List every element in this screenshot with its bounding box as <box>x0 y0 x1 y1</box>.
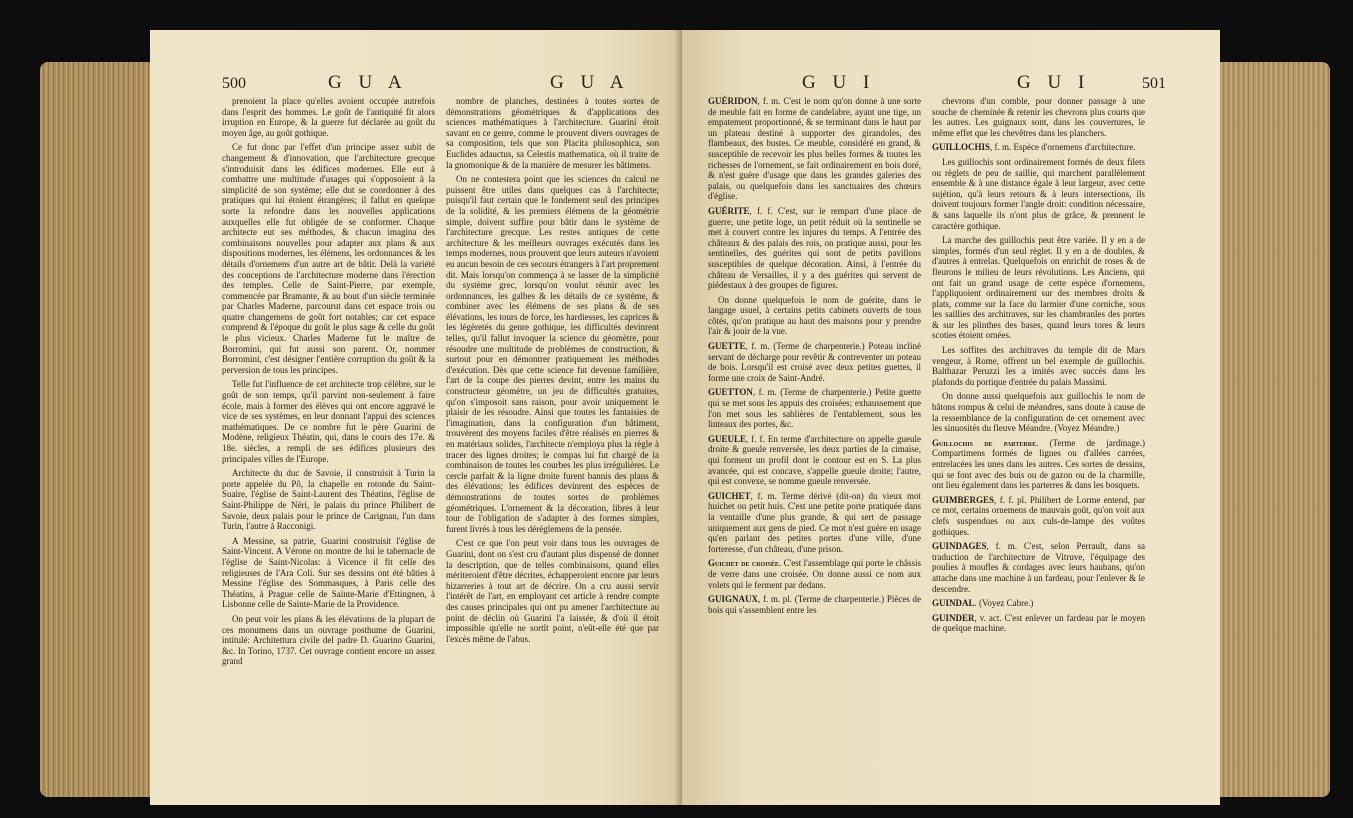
right-page <box>682 30 1220 805</box>
entry-text: , f. m. pl. (Terme de charpenterie.) Pièces de bois qui s'assemblent entre les <box>708 594 921 615</box>
entry-text: On donne aussi quelquefois aux guillochis le nom de bâtons rompus & celui de méandres, sans doute à cause de la ressemblance de la configuration de cet ornement avec les sinuosités du fleuve Méandre. (Voyez Méandre.) <box>932 391 1145 434</box>
entry-headword: GUILLOCHIS <box>932 142 991 153</box>
dictionary-entry <box>932 142 1145 153</box>
left-column-1 <box>222 96 435 671</box>
right-column-2 <box>932 96 1145 638</box>
paragraph <box>932 157 1145 231</box>
dictionary-entry <box>932 613 1145 634</box>
paragraph: Telle fut l'influence de cet architecte trop célèbre, sur le goût de son temps, qu'il parvint non-seulement à faire école, mais à former des élèves qui ont encore aggravé le vice de ses systèmes, en leur donnant l'appui des sciences mathématiques. De ce nombre fut le père Guarini de Modène, religieux Théatin, qui, dans le cours des 17e. & 18e. siècles, a rempli de ses édifices plusieurs des principales villes de l'Europe. <box>222 379 435 464</box>
entry-headword: Guichet de croisée <box>708 558 779 569</box>
entry-text: On donne quelquefois le nom de guérite, dans le langage usuel, à certains petits cabinets ouverts de tous côtés, qu'on pratique au haut des maisons pour y prendre l'air & jouir de la vue. <box>708 294 921 337</box>
entry-text: La marche des guillochis peut être variée. Il y en a de simples, formés d'un seul règlet. Il y en a de doubles, & d'autres à entrelas. Quelquefois on enrichit de roses & de fleurons le milieu de leurs révolutions. Les Anciens, qui ont fait un grand usage de cette espèce d'ornemens, l'appliquoient ordinairement sur des membres droits & plats, comme sur la face du larmier d'une corniche, sous les saillies des architraves, sur les chambranles des portes & sur les plinthes des bases, quand leurs tores & leurs scoties étoient ornées. <box>932 235 1145 341</box>
entry-headword: GUEULE <box>708 433 747 444</box>
entry-headword: GUIGNAUX <box>708 594 759 605</box>
entry-headword: GUÉRITE <box>708 205 750 216</box>
entry-text: . C'est l'assemblage qui porte le châssis de verre dans une croisée. On donne aussi ce nom aux volets qui le ferment par dedans. <box>708 558 921 590</box>
paragraph: On ne contestera point que les sciences du calcul ne puissent être utiles dans quelques cas à l'architecte; puisqu'il faut certain que le fondement seul des principes de la solidité, & les premiers élémens de la géométrie simple, doivent suffire pour bâtir dans le système de l'architecture grecque. Les restes antiques de cette architecture & les meilleurs ouvrages exécutés dans les temps modernes, nous prouvent que leurs auteurs n'avoient eu aucun besoin de ces secours étrangers à l'art proprement dit. Mais lorsqu'on commença à se lasser de la simplicité du système grec, lorsqu'on voulut réunir avec les ordonnances, les galbes & les détails de ce système, & combiner avec les élémens de ses plans & de ses élévations, les tours de force, les hardiesses, les caprices & les légèretés du genre gothique, les difficultés devinrent telles, qu'il fallut invoquer la science du géomètre, pour résoudre une multitude de problèmes de construction, & surtout pour en démontrer pratiquement les méthodes d'exécution. Dès que cette science fut devenue familière, l'art de la coupe des pierres devint, entre les mains du constructeur géomètre, un jeu de difficultés gratuites, qu'on s'imposoit sans raison, pour avoir uniquement le plaisir de les résoudre. Ainsi que toutes les fantaisies de l'imagination, dans la configuration d'un bâtiment, trouvèrent des moyens faciles d'être réalisés en pierres & en matériaux solides, l'architecte n'employa plus la règle à tracer des lignes droites; le compas lui fut chargé de la combinaison de toutes les courbes les plus irrégulières. Le cercle parfait & la ligne droite furent bannis des plans & des élévations; les édifices devinrent des espèces de démonstrations de toutes sortes de problèmes géométriques. L'ornement & la décoration, libres à leur tour de l'obligation de s'adapter à des formes simples, furent livrés à tous les déréglemens de la pensée. <box>446 174 659 534</box>
dictionary-entry <box>708 594 921 615</box>
entry-text: chevrons d'un comble, pour donner passage à une souche de cheminée & retenir les chevrons plus courts que les autres. Les guignaux sont, dans les couvertures, le même effet que les chevêtres dans les planchers. <box>932 96 1145 138</box>
entry-text: , f. f. En terme d'architecture on appelle gueule droite & gueule renversée, les deux parties de la cimaise, qui forment un profil dont le contour est en S. La plus avancée, qui est concave, s'appelle gueule droite; l'autre, qui est convexe, se nomme gueule renversée. <box>708 433 921 487</box>
entry-text: Les guillochis sont ordinairement formés de deux filets ou règlets de peu de saillie, qui marchent parallèlement ensemble & à une distance égale à leur largeur, avec cette sujétion, qu'à leurs retours & à leurs intersections, ils doivent toujours former l'angle droit: condition nécessaire, & sans laquelle ils n'ont plus de grâce, & prennent le caractère gothique. <box>932 156 1145 231</box>
entry-headword: GUETTON <box>708 387 753 398</box>
dictionary-entry <box>932 541 1145 594</box>
dictionary-entry <box>708 387 921 429</box>
entry-text: , f. m. (Terme de charpenterie.) Petite guette qui se met sous les appuis des croisées; exhaussement que l'on met sous les sablières de l'entablement, sous les linteaux des portes, &c. <box>708 387 921 430</box>
book-page-edges-left <box>40 62 155 797</box>
dictionary-entry <box>708 491 921 555</box>
open-book <box>40 22 1330 812</box>
entry-headword: GUICHET <box>708 490 751 501</box>
paragraph <box>932 235 1145 341</box>
paragraph: Architecte du duc de Savoie, il construisit à Turin la porte appelée du Pô, la chapelle en rotonde du Saint-Suaire, l'église de Saint-Laurent des Théatins, l'église de Saint-Philippe de Néri, le palais du prince Philibert de Savoie, deux palais pour le prince de Carignan, l'un dans Turin, l'autre à Racconigi. <box>222 468 435 532</box>
entry-text: , f. m. C'est le nom qu'on donne à une sorte de meuble fait en forme de candelabre, ayant une tige, un empatement proportionné, & se terminant dans le haut par un plateau destiné à supporter des girandoles, des flambeaux, des bustes. Ce meuble, considéré en grand, & susceptible de recevoir les plus belles formes & toutes les richesses de l'ornement, se fait ordinairement en bois doré, & n'est guère d'usage que dans les grandes galeries des palais, ou quelquefois dans les sanctuaires des chœurs d'église. <box>708 96 921 202</box>
left-page <box>150 30 682 805</box>
entry-headword: GUINDAL <box>932 598 975 609</box>
left-running-head-left: G U A <box>328 72 408 93</box>
entry-text: , f. m. (Terme de charpenterie.) Poteau incliné servant de décharge pour revêtir & contreventer un poteau de bois. Lorsqu'il est croisé avec deux petites guettes, il forme une croix de Saint-André. <box>708 341 921 383</box>
entry-text: , f. f. pl. Philibert de Lorme entend, par ce mot, certains ornemens de mauvais goût, qu'on voit aux clefs suspendues ou aux culs-de-lampe des voûtes gothiques. <box>932 494 1145 537</box>
left-page-number: 500 <box>222 75 246 92</box>
entry-text: , v. act. C'est enlever un fardeau par le moyen de quelque machine. <box>932 612 1145 634</box>
paragraph: Ce fut donc par l'effet d'un principe assez subit de changement & d'innovation, que l'architecture grecque s'introduisit dans les édifices modernes. Elle eut à combattre une multitude d'usages qui s'opposoient à la simplicité de son système; elle dut se coordonner à des pratiques qui lui étoient étrangères; il fallut en quelque sorte la refondre dans les nouvelles applications auxquelles elle fut obligée de se conformer. Chaque architecte eut ses méthodes, & chacun imagina des combinaisons nouvelles pour adapter aux plans & aux dispositions modernes, les élémens, les ordonnances & les détails d'ornemens d'un autre art de bâtir. Delà la variété des conceptions de l'architecture moderne dans l'érection des temples. Celle de Saint-Pierre, par exemple, commencée par Bramante, & au bout d'un siècle terminée par Charles Maderne, parcourut dans cet espace trois ou quatre changemens de goût fort notables; car cet espace comprend & l'époque du goût le plus sage & celle du goût le plus vicieux. Charles Maderne fut le maître de Borromini, qui fut aussi son parent. Or, nommer Borromini, c'est désigner l'entière corruption du goût & la perversion de tous les principes. <box>222 142 435 375</box>
book-page-edges-right <box>1205 62 1330 797</box>
dictionary-entry <box>708 341 921 383</box>
dictionary-entry <box>932 438 1145 491</box>
paragraph: On peut voir les plans & les élévations de la plupart de ces monumens dans un ouvrage posthume de Guarini, intitulé: Architettura civile del padre D. Guarino Guarini, &c. In Torino, 1737. Cet ouvrage contient encore un assez grand <box>222 613 435 667</box>
right-running-head-left: G U I <box>802 72 876 93</box>
entry-headword: GUIMBERGES <box>932 494 995 505</box>
paragraph <box>932 345 1145 387</box>
paragraph: A Messine, sa patrie, Guarini construisit l'église de Saint-Vincent. A Vérone on montre de lui le tabernacle de l'église de Saint-Nicolas: à Vicence il fit celle des religieuses de l'Ara Coli. Sur ses dessins ont été bâties à Messine l'église des Sommasques, à Paris celle des Théatins, à Prague celle de Sainte-Marie d'Ettingnen, à Lisbonne celle de Sainte-Marie de la Providence. <box>222 535 435 610</box>
dictionary-entry <box>708 96 921 202</box>
dictionary-entry <box>708 558 921 590</box>
dictionary-entry <box>932 495 1145 537</box>
dictionary-entry <box>932 598 1145 609</box>
entry-text: . (Voyez Cabre.) <box>974 598 1034 609</box>
paragraph <box>932 96 1145 138</box>
entry-text: Les soffites des architraves du temple dit de Mars vengeur, à Rome, offrent un bel exemple de guillochis. Balthazar Peruzzi les a imités avec succès dans les plafonds du portique d'entrée du palais Massimi. <box>932 345 1145 387</box>
entry-headword: GUINDAGES <box>932 541 987 552</box>
entry-text: . (Terme de jardinage.) Compartimens formés de lignes ou d'allées carrées, entrelacées les unes dans les autres. Ces sortes de dessins, qui se font avec des buis ou de gazon ou de la charmille, ont lieu également dans les parterres & dans les bosquets. <box>932 437 1146 491</box>
paragraph: C'est ce que l'on peut voir dans tous les ouvrages de Guarini, dont on s'est cru d'autant plus dispensé de donner la description, que de telles combinaisons, quand elles mériteroient d'être décrites, échapperoient encore par leurs bizarreries à tout art de décrire. On a cru aussi servir l'intérêt de l'art, en employant cet article à rendre compte des causes principales qui ont pu amener l'architecture au point de déclin où Guarini l'a laissée, & d'où il étoit impossible qu'elle ne sortît point, n'eût-elle été que par l'excès même de l'abus. <box>446 538 659 644</box>
entry-text: , f. m. Espèce d'ornemens d'architecture. <box>990 142 1136 153</box>
right-column-1 <box>708 96 921 619</box>
paragraph <box>932 391 1145 433</box>
right-running-head-right: G U I <box>1017 72 1091 93</box>
paragraph: nombre de planches, destinées à toutes sortes de démonstrations géométriques & d'applications des sciences mathématiques à l'architecture. Guarini étoit savant en ce genre, comme le prouvent divers ouvrages de sa composition, tels que son Placita philosophica, son Euclides adauctus, sa Celestis mathematica, où il traite de la gnomonique & de la manière de mesurer les bâtimens. <box>446 96 659 170</box>
dictionary-entry <box>708 434 921 487</box>
entry-headword: GUINDER <box>932 612 975 623</box>
left-running-head-right: G U A <box>550 72 630 93</box>
entry-text: , f. m. C'est, selon Perrault, dans sa traduction de l'architecture de Vitruve, l'équipage des poulies à moufles & cordages avec leurs haubans, qu'on attache dans une machine à un fardeau, pour l'enlever & le descendre. <box>932 541 1145 594</box>
left-column-2 <box>446 96 659 648</box>
entry-headword: GUÉRIDON <box>708 96 758 106</box>
paragraph: prenoient la place qu'elles avoient occupée autrefois dans l'esprit des hommes. Le goût de l'antiquité fit alors irruption en Europe, & la guerre fut déclarée au goût du moyen âge, au goût gothique. <box>222 96 435 138</box>
dictionary-entry <box>708 206 921 291</box>
entry-text: , f. f. C'est, sur le rempart d'une place de guerre, une petite loge, un petit réduit où la sentinelle se met à couvert contre les injures du temps. A l'entrée des châteaux & des palais des rois, on pratique aussi, pour les sentinelles, des guérites qui sont de petits pavillons susceptibles de quelque décoration. Ainsi, à l'entrée du château de Versailles, il y a des guérites qui servent de piédestaux à des groupes de figures. <box>708 205 921 291</box>
entry-headword: Guillochis de parterre <box>932 437 1037 448</box>
right-page-number: 501 <box>1142 75 1166 92</box>
paragraph <box>708 295 921 337</box>
entry-headword: GUETTE <box>708 341 746 352</box>
entry-text: , f. m. Terme dérivé (dit-on) du vieux mot huichet ou petit huis. C'est une petite porte pratiquée dans la ventaille d'une plus grande, & qui sert de passage uniquement aux gens de pied. Ce mot n'est guère en usage qu'en parlant des petites portes d'une ville, d'une forteresse, d'un château, d'une prison. <box>708 490 921 554</box>
